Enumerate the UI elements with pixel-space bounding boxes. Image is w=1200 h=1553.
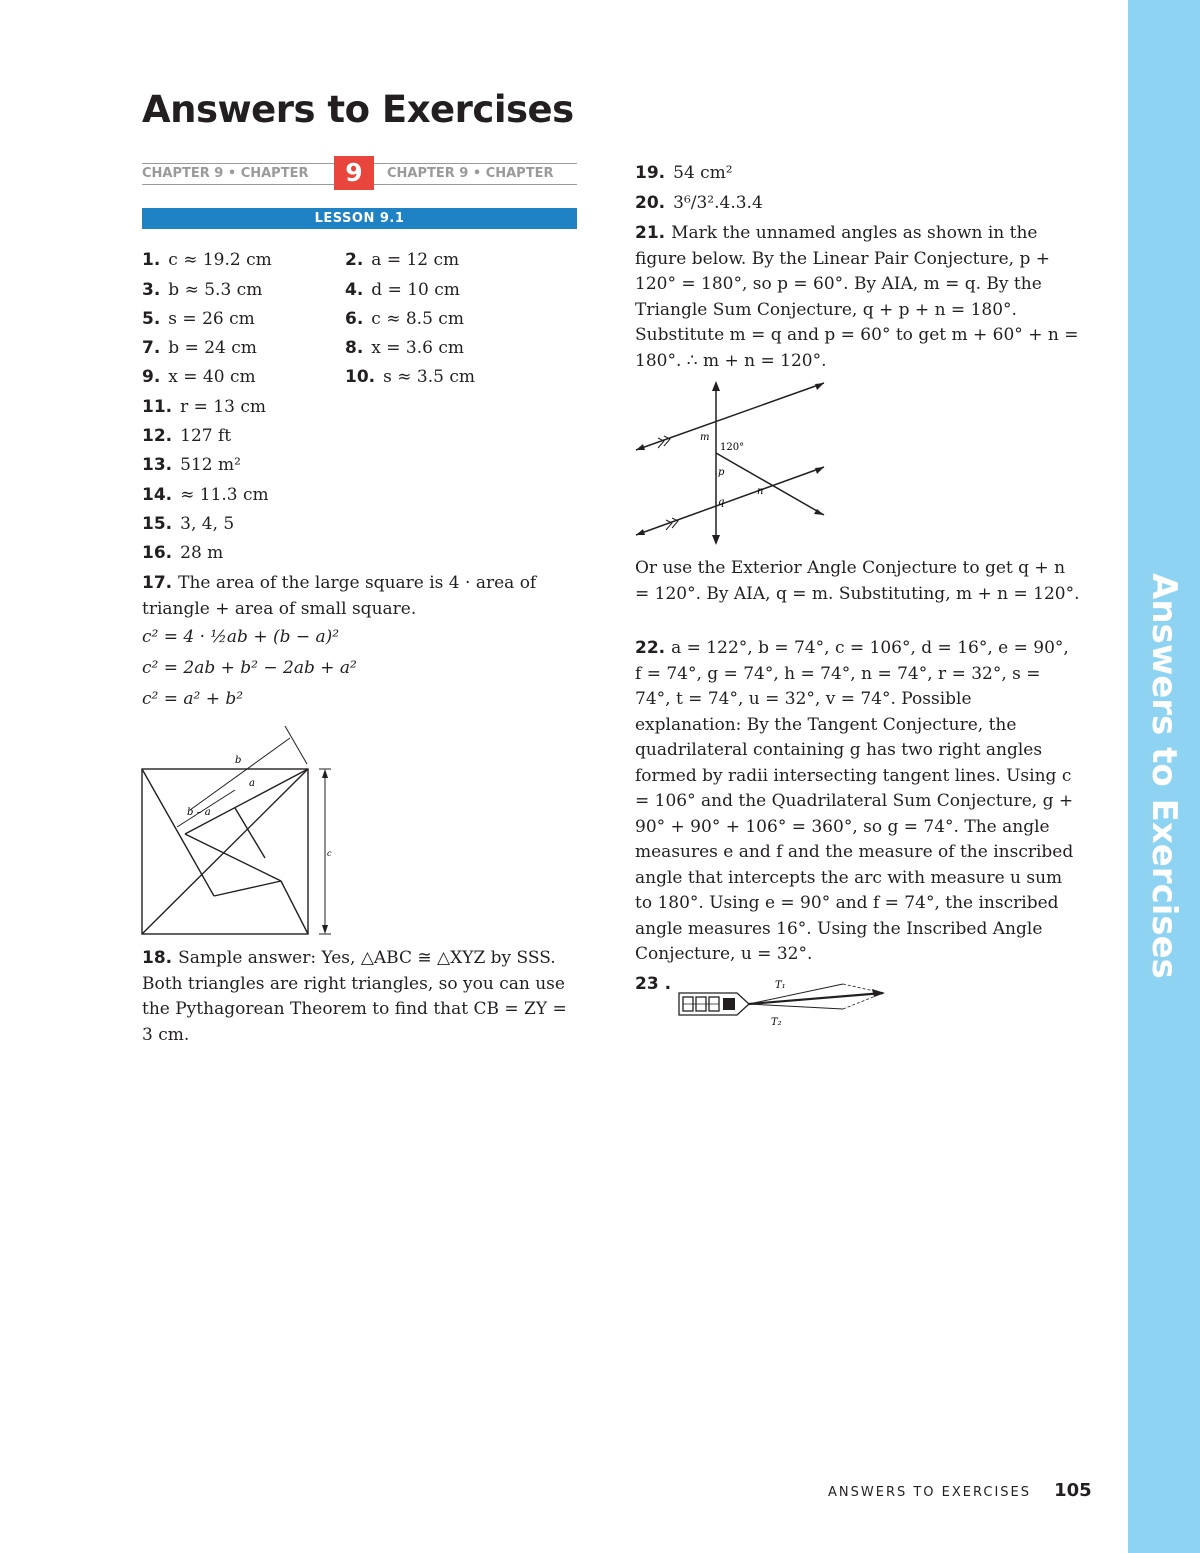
arrowhead	[636, 529, 645, 535]
answer-21: 21. Mark the unnamed angles as shown in the figure below. By the Linear Pair Conjecture, p + 120° = 180°, so p = 60°. By AIA, m = q. By the Triangle Sum Conjecture, q + p + n = 180°. Substitute m = q and p = 60° to get m + 60° + n = 180°. ∴ m + n = 120°.	[635, 223, 1079, 371]
label-120: 120°	[720, 442, 745, 453]
label-a: a	[249, 778, 255, 789]
lesson-header: LESSON 9.1	[142, 208, 577, 229]
triangle-side	[214, 881, 281, 896]
answer-item: 14. ≈ 11.3 cm	[142, 485, 269, 505]
answer-item: 13. 512 m²	[142, 455, 241, 475]
answer-22: 22. a = 122°, b = 74°, c = 106°, d = 16°, e = 90°, f = 74°, g = 74°, h = 74°, n = 74°, r = 32°, s = 74°, t = 74°, u = 32°, v = 74°. Possible explanation: By the Tangent Conjecture, the quadrilateral containing g has two right angles formed by radii intersecting tangent lines. Using c = 106° and the Quadrilateral Sum Conjecture, g + 90° + 90° + 106° = 360°, so g = 74°. The angle measures e and f and the measure of the inscribed angle that intercepts the arc with measure u sum to 180°. Using e = 90° and f = 74°, the inscribed angle measures 16°. Using the Inscribed Angle Conjecture, u = 32°.	[635, 638, 1074, 964]
answer-item: 2. a = 12 cm	[345, 250, 460, 270]
label-m: m	[700, 432, 710, 443]
answer-19: 19. 54 cm²	[635, 163, 733, 183]
arrowhead	[872, 989, 885, 997]
label-t1: T₁	[775, 980, 786, 991]
answer-23: 23 .	[635, 974, 672, 994]
answer-item: 16. 28 m	[142, 543, 224, 563]
answer-20: 20. 3⁶/3².4.3.4	[635, 193, 763, 213]
diagonal-line	[142, 769, 308, 934]
label-b: b	[235, 755, 242, 766]
answer-item: 1. c ≈ 19.2 cm	[142, 250, 272, 270]
answer-item: 15. 3, 4, 5	[142, 514, 235, 534]
equation-17-3: c² = a² + b²	[142, 689, 244, 709]
answer-item: 9. x = 40 cm	[142, 367, 256, 387]
answer-21-followup: Or use the Exterior Angle Conjecture to get q + n = 120°. By AIA, q = m. Substituting, m + n = 120°.	[635, 558, 1080, 604]
parallel-line-bottom	[636, 467, 824, 535]
answer-17: 17. The area of the large square is 4 · area of triangle + area of small square.	[142, 573, 537, 619]
chapter-band-right: CHAPTER 9 • CHAPTER	[387, 166, 554, 181]
answer-item: 4. d = 10 cm	[345, 280, 460, 300]
parallel-lines-figure	[628, 378, 838, 548]
boat-window	[723, 998, 735, 1010]
parallel-mark	[658, 438, 664, 448]
sidebar-label: Answers to Exercises	[1144, 573, 1184, 979]
label-t2: T₂	[771, 1017, 782, 1028]
triangle-side	[142, 769, 214, 896]
arrowhead	[322, 925, 328, 934]
arrowhead	[322, 769, 328, 778]
pythagorean-square-figure	[135, 718, 345, 940]
label-n: n	[757, 486, 764, 497]
answer-item: 6. c ≈ 8.5 cm	[345, 309, 464, 329]
arrowhead	[815, 467, 824, 474]
answer-item: 12. 127 ft	[142, 426, 232, 446]
inner-square-side	[185, 834, 281, 881]
answer-item: 10. s ≈ 3.5 cm	[345, 367, 475, 387]
triangle-side	[185, 769, 308, 834]
parallel-mark	[666, 520, 672, 530]
label-b-minus-a: b – a	[187, 807, 211, 818]
footer-label: ANSWERS TO EXERCISES	[828, 1485, 1032, 1500]
chapter-badge: 9	[334, 156, 374, 190]
chapter-band	[142, 158, 577, 187]
transversal-diagonal	[716, 453, 824, 515]
equation-17-1: c² = 4 · ½ab + (b − a)²	[142, 627, 340, 647]
page-title: Answers to Exercises	[142, 88, 574, 131]
dimension-line-b	[190, 738, 290, 810]
answer-18: 18. Sample answer: Yes, △ABC ≅ △XYZ by SSS. Both triangles are right triangles, so you can use the Pythagorean Theorem to find that CB = ZY = 3 cm.	[142, 948, 567, 1045]
answer-item: 11. r = 13 cm	[142, 397, 266, 417]
answer-item: 8. x = 3.6 cm	[345, 338, 465, 358]
label-c: c	[327, 849, 332, 858]
answer-item: 3. b ≈ 5.3 cm	[142, 280, 263, 300]
answer-item: 7. b = 24 cm	[142, 338, 257, 358]
boat-vector-figure	[675, 975, 890, 1031]
equation-17-2: c² = 2ab + b² − 2ab + a²	[142, 658, 357, 678]
triangle-side	[281, 881, 308, 934]
parallel-line-top	[636, 383, 824, 450]
dimension-tick	[285, 726, 307, 764]
arrowhead	[712, 535, 720, 545]
page-footer	[828, 1480, 1092, 1501]
tension-vector-2	[749, 1004, 843, 1009]
arrowhead	[636, 444, 645, 450]
label-p: p	[718, 467, 725, 478]
resultant-vector	[749, 993, 883, 1004]
arrowhead	[815, 383, 824, 390]
label-q: q	[718, 497, 725, 508]
chapter-band-left: CHAPTER 9 • CHAPTER	[142, 166, 309, 181]
arrowhead	[712, 381, 720, 391]
answer-item: 5. s = 26 cm	[142, 309, 255, 329]
page-number: 105	[1054, 1480, 1092, 1501]
